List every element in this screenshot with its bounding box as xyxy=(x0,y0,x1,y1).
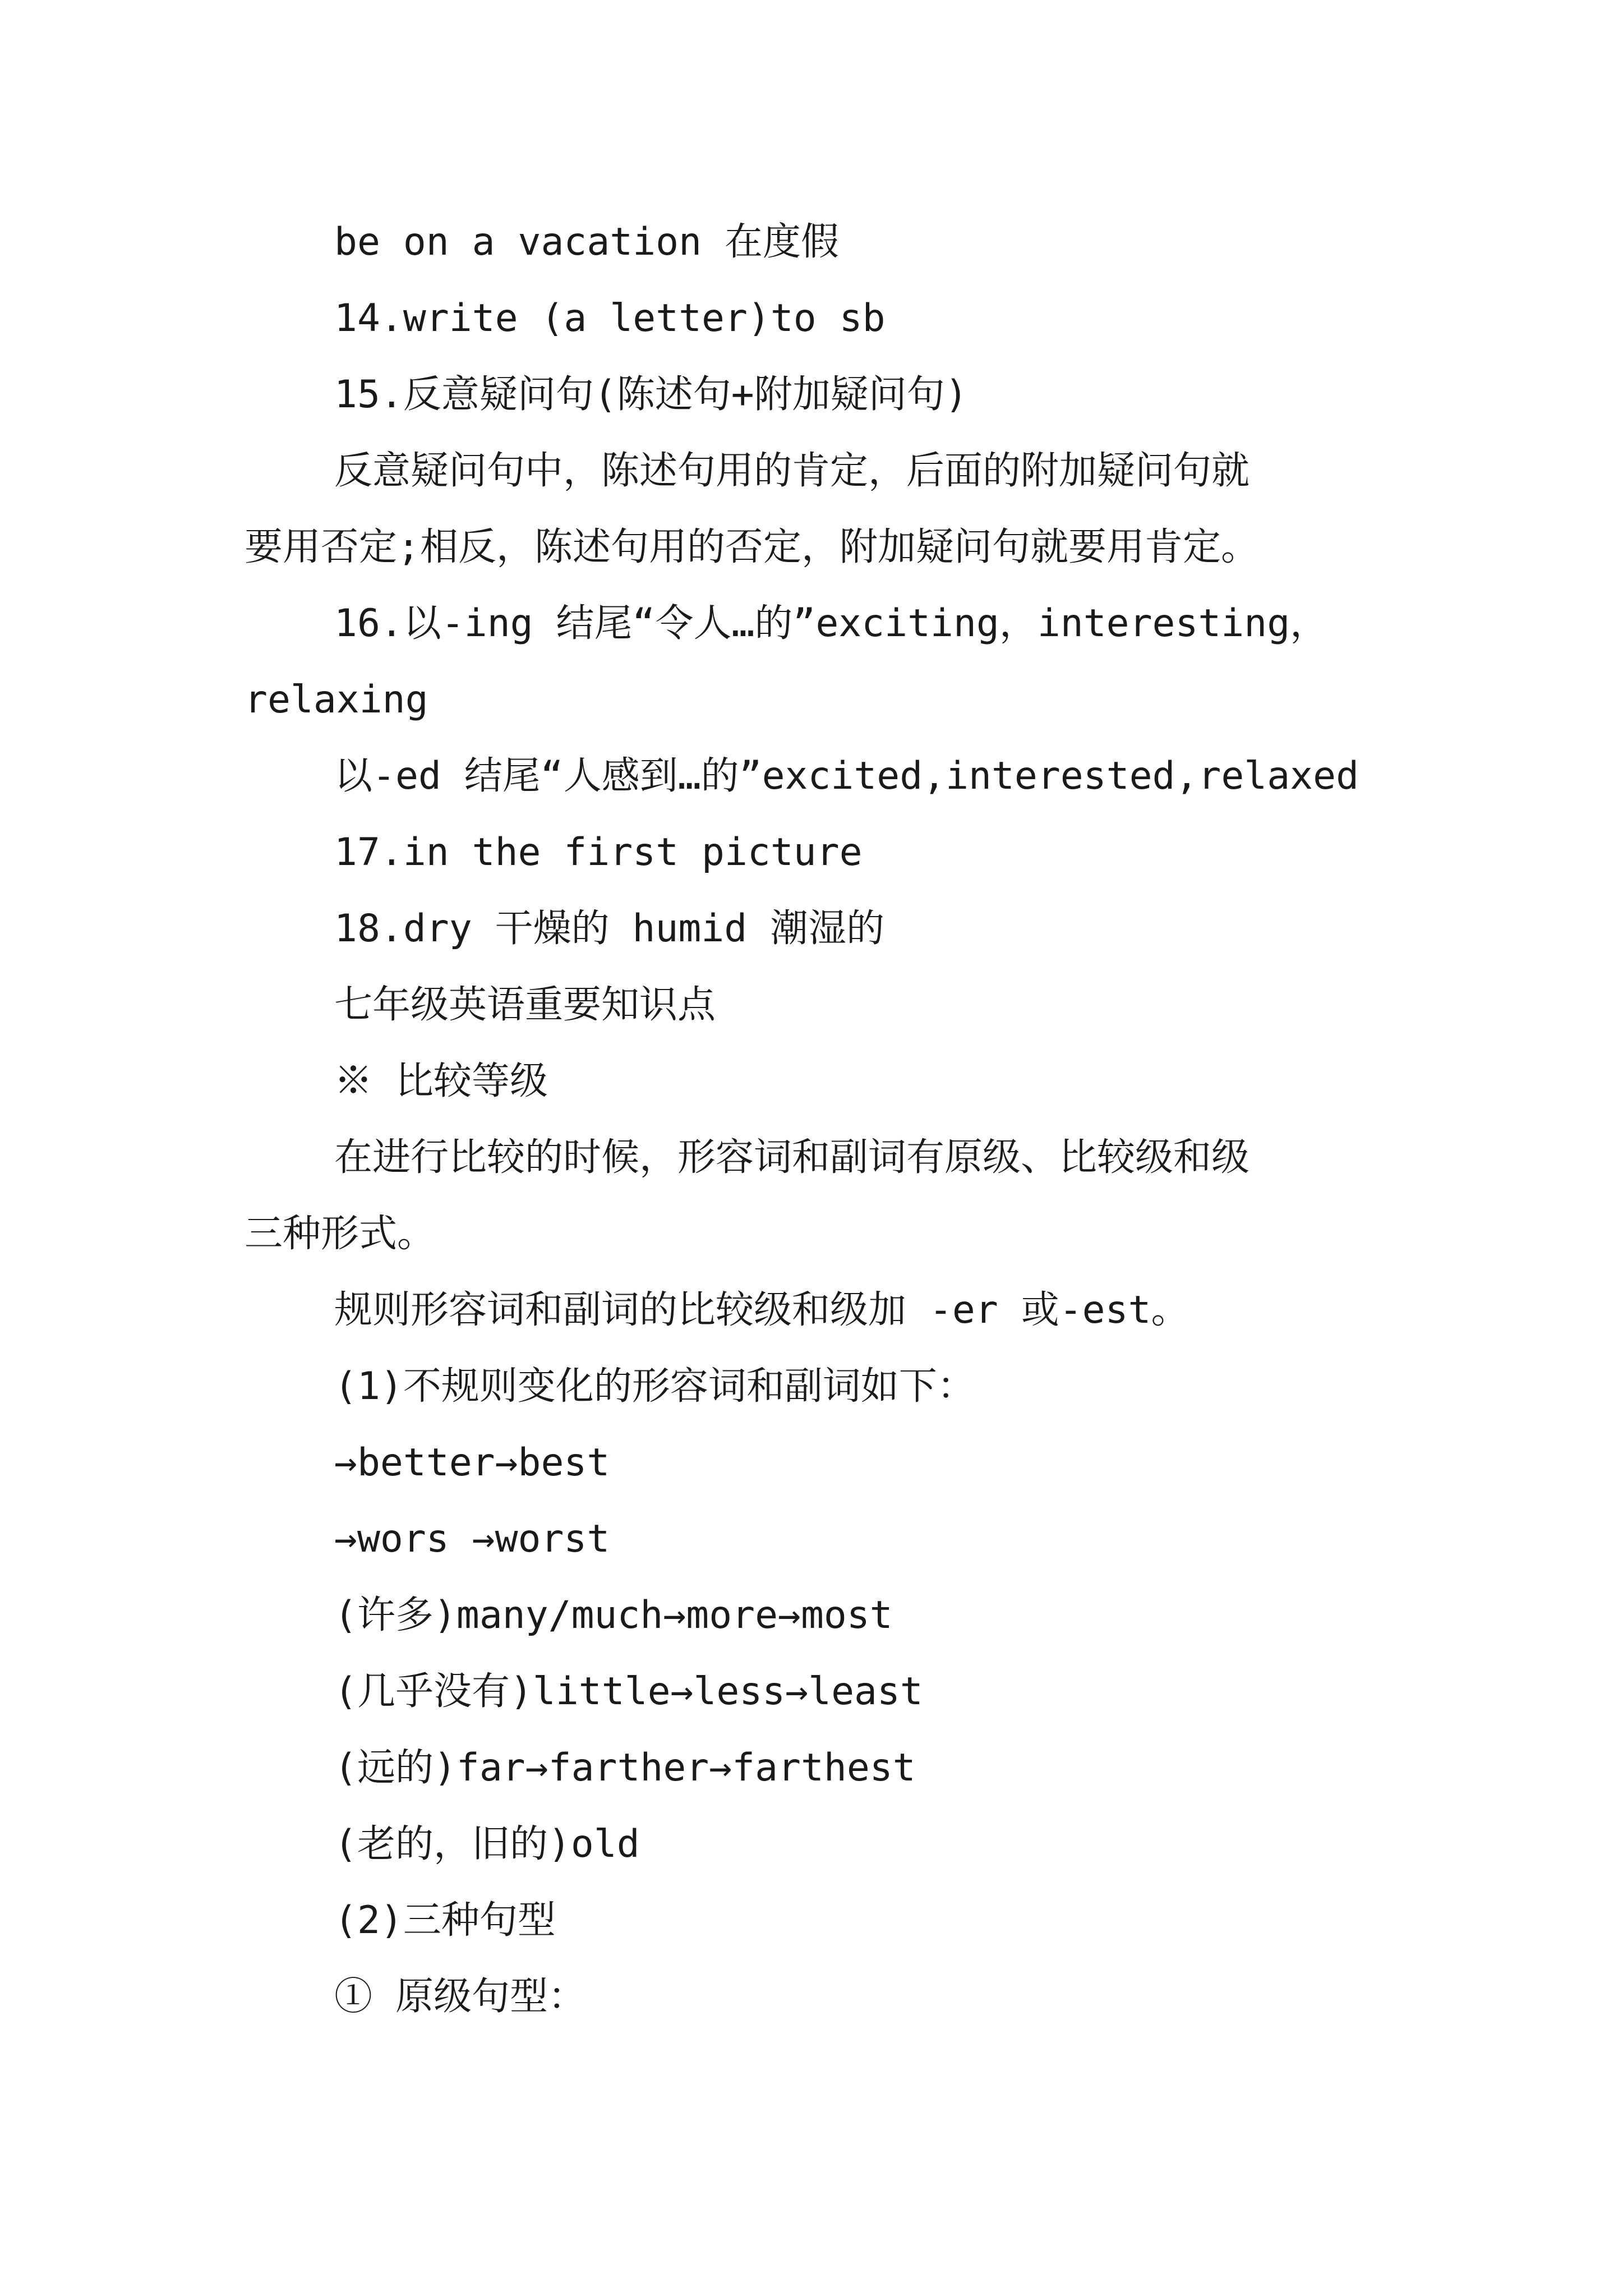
line-many-much: (许多)many/much→more→most xyxy=(334,1593,893,1637)
line-16-ing-1: 16.以-ing 结尾“令人…的”exciting，interesting， xyxy=(334,601,1329,646)
line-ed-ending: 以-ed 结尾“人感到…的”excited,interested,relaxed xyxy=(334,754,1359,798)
line-tag-question-rule-2: 要用否定;相反，陈述句用的否定，附加疑问句就要用肯定。 xyxy=(245,525,1259,569)
line-worse-worst: →wors →worst xyxy=(334,1517,610,1561)
line-positive-pattern: ① 原级句型： xyxy=(334,1975,586,2019)
line-17-picture: 17.in the first picture xyxy=(334,830,863,875)
line-little: (几乎没有)little→less→least xyxy=(334,1669,923,1714)
line-old: (老的，旧的)old xyxy=(334,1822,640,1866)
line-far: (远的)far→farther→farthest xyxy=(334,1746,916,1790)
line-14-write: 14.write (a letter)to sb xyxy=(334,296,886,341)
line-vacation: be on a vacation 在度假 xyxy=(334,220,839,264)
line-comparison-intro-2: 三种形式。 xyxy=(245,1212,436,1256)
line-better-best: →better→best xyxy=(334,1441,610,1485)
line-16-ing-2: relaxing xyxy=(245,678,428,722)
line-regular-rule: 规则形容词和副词的比较级和级加 -er 或-est。 xyxy=(334,1288,1189,1332)
line-15-tag-question: 15.反意疑问句(陈述句+附加疑问句) xyxy=(334,372,968,417)
line-18-dry-humid: 18.dry 干燥的 humid 潮湿的 xyxy=(334,907,885,951)
line-tag-question-rule-1: 反意疑问句中，陈述句用的肯定，后面的附加疑问句就 xyxy=(334,449,1250,493)
line-three-patterns: (2)三种句型 xyxy=(334,1898,556,1943)
line-comparison-intro-1: 在进行比较的时候，形容词和副词有原级、比较级和级 xyxy=(334,1135,1250,1180)
line-section-title: 七年级英语重要知识点 xyxy=(334,983,716,1027)
line-irregular-heading: (1)不规则变化的形容词和副词如下： xyxy=(334,1364,975,1409)
line-comparison-heading: ※ 比较等级 xyxy=(334,1059,548,1103)
